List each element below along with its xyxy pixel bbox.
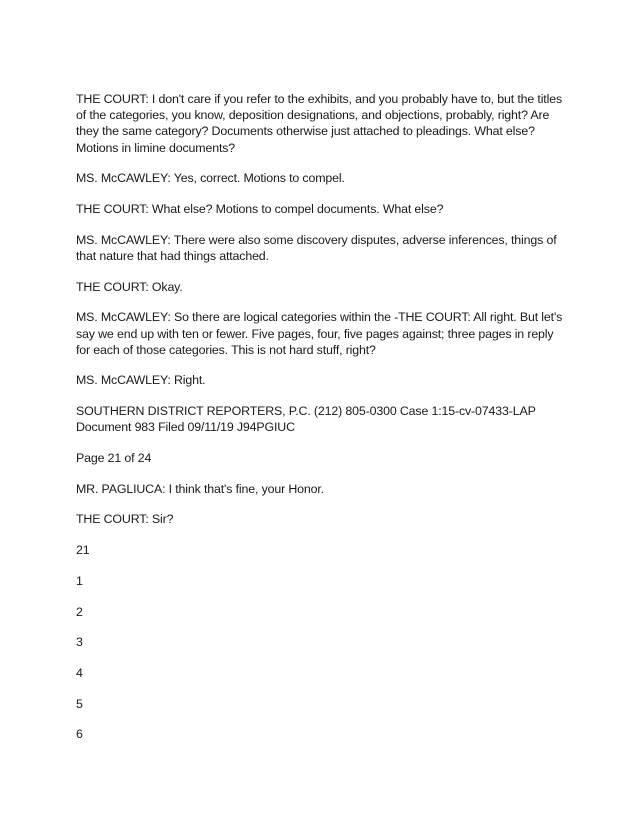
transcript-paragraph: MS. McCAWLEY: There were also some discovery disputes, adverse inferences, things of that nature that had things attached. — [76, 232, 557, 263]
line-number: 2 — [76, 604, 83, 619]
transcript-paragraph: MS. McCAWLEY: So there are logical categories within the -THE COURT: All right. But let's say we end up with ten or fewer. Five pages, four, five pages against; three pages in reply for each of those categories. This is not hard stuff, right? — [76, 310, 563, 357]
page-indicator: Page 21 of 24 — [76, 451, 152, 466]
line-number: 3 — [76, 635, 83, 650]
line-number: 4 — [76, 665, 83, 680]
document-page — [76, 91, 566, 757]
transcript-paragraph: THE COURT: I don't care if you refer to the exhibits, and you probably have to, but the titles of the categories, you know, deposition designations, and objections, probably, right? Are they the same category? Documents otherwise just attached to pleadings. What else? Motions in limine documents? — [76, 92, 562, 155]
line-number: 6 — [76, 727, 83, 742]
transcript-paragraph: MS. McCAWLEY: Yes, correct. Motions to compel. — [76, 171, 345, 186]
line-number: 1 — [76, 573, 83, 588]
transcript-paragraph: MR. PAGLIUCA: I think that's fine, your Honor. — [76, 481, 324, 496]
transcript-paragraph: THE COURT: Okay. — [76, 279, 183, 294]
transcript-paragraph: THE COURT: What else? Motions to compel documents. What else? — [76, 202, 444, 217]
page-number: 21 — [76, 543, 90, 558]
transcript-paragraph: THE COURT: Sir? — [76, 512, 174, 527]
court-reporter-footer: SOUTHERN DISTRICT REPORTERS, P.C. (212) 805-0300 Case 1:15-cv-07433-LAP Document 983 Filed 09/11/19 J94PGIUC — [76, 404, 536, 435]
transcript-paragraph: MS. McCAWLEY: Right. — [76, 373, 206, 388]
line-number: 5 — [76, 696, 83, 711]
